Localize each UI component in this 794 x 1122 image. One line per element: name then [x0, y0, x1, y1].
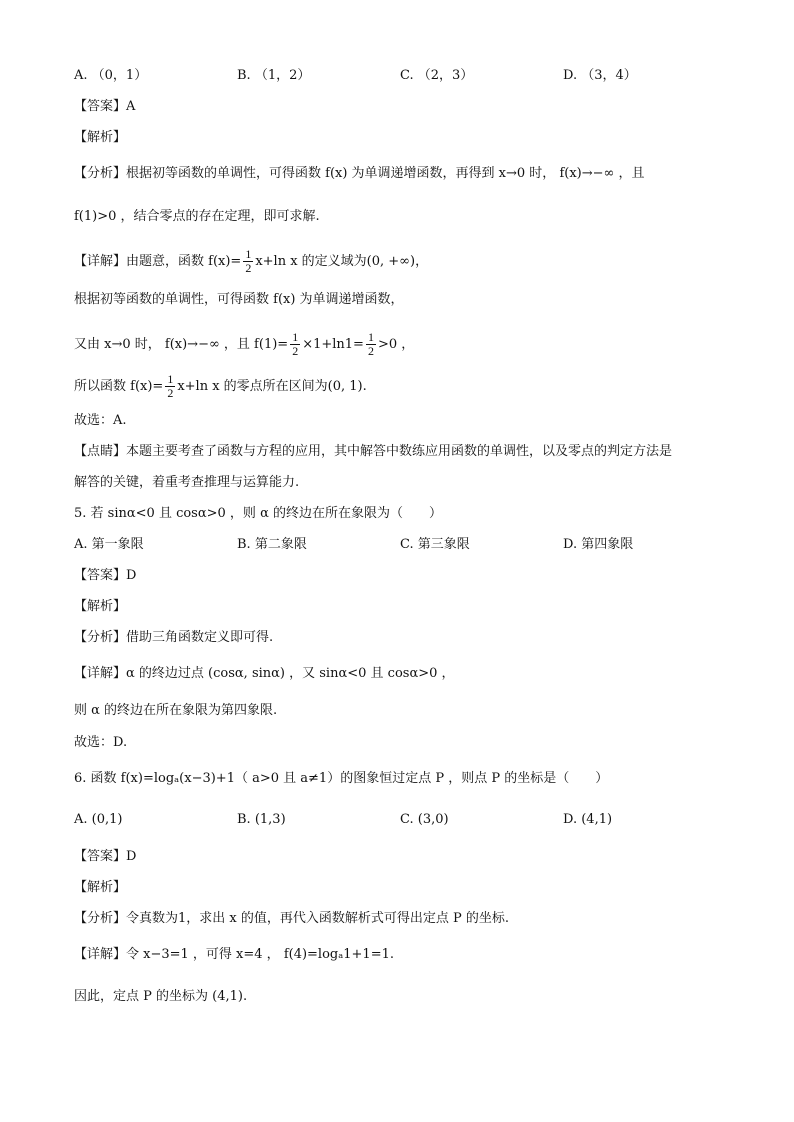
q6-jiexi: 【解析】: [74, 880, 127, 895]
q6-option-c: C. (3,0): [400, 812, 449, 827]
q4-analysis-line-1: 【分析】根据初等函数的单调性，可得函数 f(x) 为单调递增函数，再得到 x→0 时， f(x)→−∞ ，且: [74, 166, 645, 181]
q6-detail-line-1: 【详解】令 x−3=1 ，可得 x=4 ， f(4)=logₐ1+1=1.: [74, 947, 394, 962]
q5-stem: 5. 若 sinα<0 且 cosα>0 ，则 α 的终边在所在象限为（ ）: [74, 506, 442, 521]
q4-detail-3-suffix: >0 ，: [377, 337, 415, 352]
q5-option-d: D. 第四象限: [563, 537, 634, 552]
q4-detail-line-1: [74, 248, 734, 275]
q5-jiexi: 【解析】: [74, 599, 127, 614]
q5-detail-line-2: 则 α 的终边在所在象限为第四象限.: [74, 703, 278, 718]
q4-options: [74, 66, 734, 86]
fraction-denominator: 2: [292, 344, 299, 358]
q5-detail-line-1: 【详解】α 的终边过点 (cosα, sinα) ，又 sinα<0 且 cosα>0 ，: [74, 666, 455, 681]
half-fraction: [243, 248, 253, 275]
q6-answer: 【答案】D: [74, 849, 137, 864]
q5-choice: 故选：D.: [74, 735, 128, 750]
q4-detail-line-4: [74, 373, 734, 400]
q4-analysis-line-2: f(1)>0 ，结合零点的存在定理，即可求解.: [74, 209, 320, 224]
q4-detail-4-suffix: x+ln x 的零点所在区间为(0, 1).: [177, 379, 367, 394]
q4-detail-line-2: 根据初等函数的单调性，可得函数 f(x) 为单调递增函数，: [74, 292, 404, 307]
q4-option-a: A. （0，1）: [74, 68, 148, 83]
q4-option-d: D. （3，4）: [563, 68, 637, 83]
q6-options: [74, 810, 734, 830]
q4-detail-3-mid: ×1+ln1=: [302, 337, 364, 352]
q5-option-a: A. 第一象限: [74, 537, 144, 552]
fraction-denominator: 2: [167, 386, 174, 400]
q4-detail-line-3: [74, 331, 734, 358]
half-fraction: [290, 331, 300, 358]
q4-option-c: C. （2，3）: [400, 68, 474, 83]
half-fraction: [366, 331, 376, 358]
half-fraction: [165, 373, 175, 400]
fraction-numerator: 1: [292, 330, 299, 344]
q6-analysis: 【分析】令真数为1，求出 x 的值，再代入函数解析式可得出定点 P 的坐标.: [74, 911, 510, 926]
q4-detail-1-suffix: x+ln x 的定义域为(0, +∞)，: [255, 254, 429, 269]
q4-answer: 【答案】A: [74, 99, 136, 114]
fraction-numerator: 1: [245, 247, 252, 261]
q5-answer: 【答案】D: [74, 568, 137, 583]
q4-detail-1-prefix: 【详解】由题意，函数 f(x)=: [74, 254, 242, 269]
fraction-denominator: 2: [245, 261, 252, 275]
q5-analysis: 【分析】借助三角函数定义即可得.: [74, 630, 274, 645]
fraction-denominator: 2: [367, 344, 374, 358]
q4-option-b: B. （1，2）: [237, 68, 311, 83]
q5-options: [74, 535, 734, 555]
q4-comment-line-2: 解答的关键，着重考查推理与运算能力.: [74, 475, 300, 490]
q6-stem: 6. 函数 f(x)=logₐ(x−3)+1（ a>0 且 a≠1）的图象恒过定点 P ，则点 P 的坐标是（ ）: [74, 771, 609, 786]
q5-option-b: B. 第二象限: [237, 537, 307, 552]
fraction-numerator: 1: [367, 330, 374, 344]
q4-choice: 故选：A.: [74, 413, 127, 428]
q6-option-a: A. (0,1): [74, 812, 123, 827]
q4-detail-3-prefix: 又由 x→0 时， f(x)→−∞ ，且 f(1)=: [74, 337, 289, 352]
fraction-numerator: 1: [167, 372, 174, 386]
q4-jiexi: 【解析】: [74, 130, 127, 145]
q4-comment-line-1: 【点睛】本题主要考查了函数与方程的应用，其中解答中数练应用函数的单调性，以及零点的判定方法是: [74, 444, 673, 459]
q6-option-b: B. (1,3): [237, 812, 286, 827]
q6-option-d: D. (4,1): [563, 812, 613, 827]
q4-detail-4-prefix: 所以函数 f(x)=: [74, 379, 164, 394]
q6-detail-line-2: 因此，定点 P 的坐标为 (4,1).: [74, 989, 248, 1004]
q5-option-c: C. 第三象限: [400, 537, 470, 552]
